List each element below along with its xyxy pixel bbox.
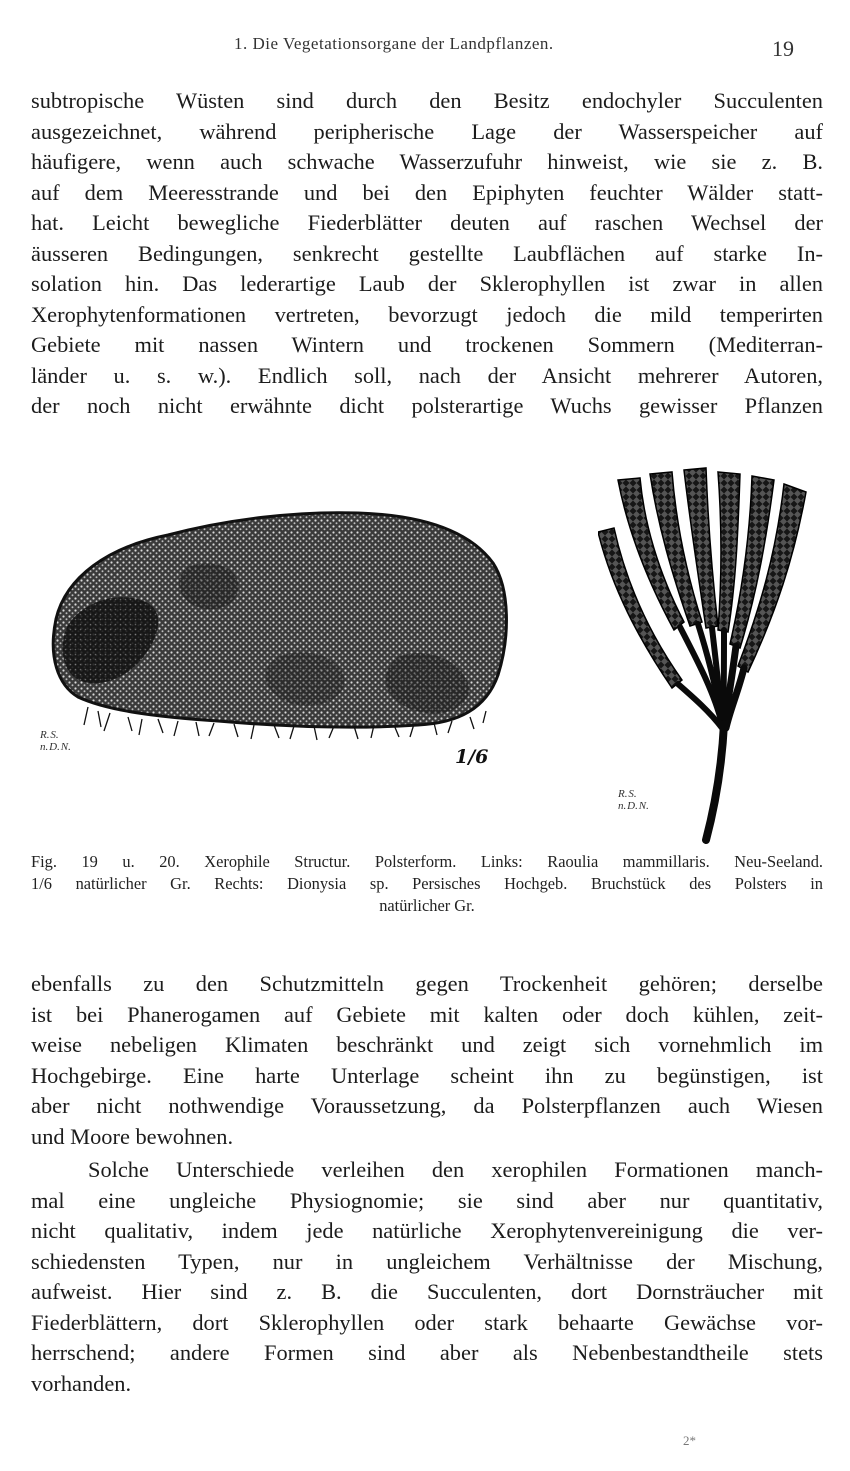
text-line: häufigere, wenn auch schwache Wasserzufuhr hinweist, wie sie z. B. bbox=[31, 149, 823, 174]
text-line: Xerophytenformationen vertreten, bevorzugt jedoch die mild temperirten bbox=[31, 301, 823, 327]
text-line: ebenfalls zu den Schutzmitteln gegen Trockenheit gehören; derselbe bbox=[31, 971, 823, 996]
page-number: 19 bbox=[772, 36, 794, 61]
figure-dionysia-branch bbox=[598, 462, 828, 847]
text-line: subtropische Wüsten sind durch den Besitz endochyler Succulenten bbox=[31, 88, 823, 113]
figure-caption bbox=[31, 851, 823, 917]
text-line: aber nicht nothwendige Voraussetzung, da Polsterpflanzen auch Wiesen bbox=[31, 1093, 823, 1118]
text-line: Gebiete mit nassen Wintern und trockenen Sommern (Mediterran- bbox=[31, 332, 823, 357]
text-line: auf dem Meeresstrande und bei den Epiphyten feuchter Wälder statt- bbox=[31, 179, 823, 205]
text-line: länder u. s. w.). Endlich soll, nach der Ansicht mehrerer Autoren, bbox=[31, 362, 823, 388]
text-line: ist bei Phanerogamen auf Gebiete mit kalten oder doch kühlen, zeit- bbox=[31, 1001, 823, 1027]
text-line: herrschend; andere Formen sind aber als Nebenbestandtheile stets bbox=[31, 1340, 823, 1365]
scale-label: 1/6 bbox=[455, 746, 489, 768]
running-head bbox=[0, 30, 850, 60]
paragraph-middle bbox=[31, 969, 823, 1152]
text-line: solation hin. Das lederartige Laub der Sklerophyllen ist zwar in allen bbox=[31, 271, 823, 296]
text-line: und Moore bewohnen. bbox=[31, 1123, 234, 1149]
text-line: Solche Unterschiede verleihen den xerophilen Formationen manch- bbox=[88, 1157, 823, 1182]
text-line: äusseren Bedingungen, senkrecht gestellte Laubflächen auf starke In- bbox=[31, 240, 823, 266]
artist-signature: R. S. n. D. N. bbox=[40, 729, 71, 753]
text-line: Hochgebirge. Eine harte Unterlage scheint ihn zu begünstigen, ist bbox=[31, 1062, 823, 1088]
text-line: mal eine ungleiche Physiognomie; sie sind aber nur quantitativ, bbox=[31, 1187, 823, 1213]
running-head-title: 1. Die Vegetationsorgane der Landpflanzen. bbox=[234, 34, 554, 53]
artist-signature-right: R. S. n. D. N. bbox=[618, 788, 649, 812]
text-line: vorhanden. bbox=[31, 1370, 132, 1396]
text-line: nicht qualitativ, indem jede natürliche Xerophytenvereinigung die ver- bbox=[31, 1218, 823, 1243]
caption-line: Fig. 19 u. 20. Xerophile Structur. Polsterform. Links: Raoulia mammillaris. Neu-Seeland. bbox=[31, 852, 823, 871]
text-line: der noch nicht erwähnte dicht polsterartige Wuchs gewisser Pflanzen bbox=[31, 393, 823, 418]
text-line: weise nebeligen Klimaten beschränkt und zeigt sich vornehmlich im bbox=[31, 1032, 823, 1057]
raoulia-illustration bbox=[38, 507, 518, 777]
text-line: aufweist. Hier sind z. B. die Succulenten, dort Dornsträucher mit bbox=[31, 1279, 823, 1304]
figure-raoulia-cushion bbox=[38, 507, 518, 777]
text-line: schiedensten Typen, nur in ungleichem Verhältnisse der Mischung, bbox=[31, 1248, 823, 1274]
signature-mark: 2* bbox=[683, 1433, 696, 1448]
text-line: hat. Leicht bewegliche Fiederblätter deuten auf raschen Wechsel der bbox=[31, 210, 823, 235]
paragraph-top bbox=[31, 86, 823, 422]
caption-line: 1/6 natürlicher Gr. Rechts: Dionysia sp. Persisches Hochgeb. Bruchstück des Polsters in bbox=[31, 874, 823, 893]
paragraph-bottom bbox=[31, 1155, 823, 1399]
caption-line: natürlicher Gr. bbox=[379, 896, 475, 915]
text-line: Fiederblättern, dort Sklerophyllen oder stark behaarte Gewächse vor- bbox=[31, 1309, 823, 1335]
text-line: ausgezeichnet, während peripherische Lage der Wasserspeicher auf bbox=[31, 118, 823, 144]
